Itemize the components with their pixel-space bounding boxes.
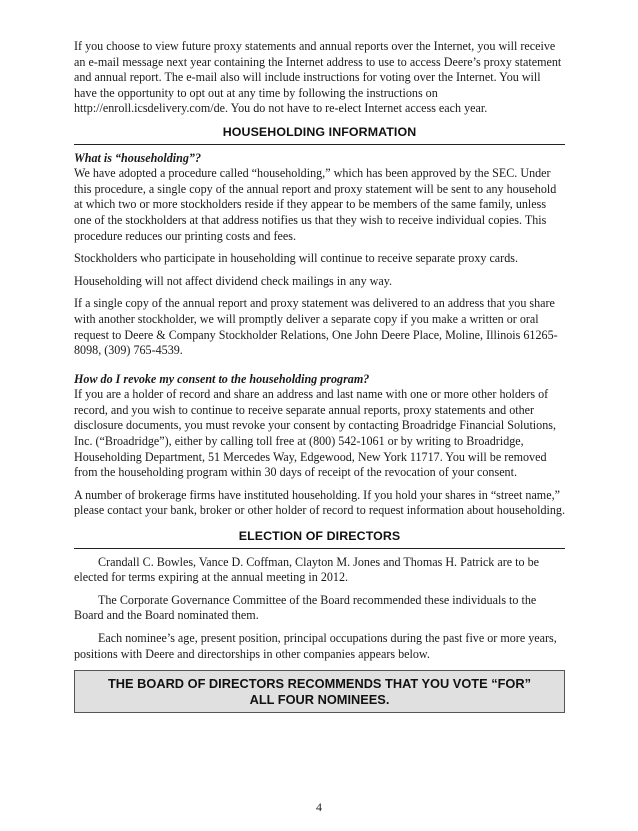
directors-paragraph-1: Crandall C. Bowles, Vance D. Coffman, Clayton M. Jones and Thomas H. Patrick are to be elected for terms expiring at the annual meeting in 2012. [74,554,540,585]
recommendation-line-2: ALL FOUR NOMINEES. [249,692,390,708]
householding-paragraph-5: If you are a holder of record and share an address and last name with one or more other holders of record, and you wish to continue to receive separate annual reports, proxy statements and other disclosure documents, you must revoke your consent by contacting Broadridge Financial Solutions, Inc. (“Broadridge”), either by calling toll free at (800) 542-1061 or by writing to Broadridge, Householding Department, 51 Mercedes Way, Edgewood, New York 11717. You will be removed from the householding program within 30 days of receipt of the revocation of your consent. [74,387,556,480]
householding-paragraph-2: Stockholders who participate in householding will continue to receive separate proxy cards. [74,251,518,266]
intro-paragraph: If you choose to view future proxy statements and annual reports over the Internet, you will receive an e-mail message next year containing the Internet address to use to access Deere’s proxy statement and annual report. The e-mail also will include instructions for voting over the Internet. You will have the opportunity to opt out at any time by following the instructions on http://enroll.icsdelivery.com/de. You do not have to re-elect Internet access each year. [74,39,562,116]
householding-heading: HOUSEHOLDING INFORMATION [74,125,565,145]
board-recommendation-box [74,670,565,713]
directors-heading: ELECTION OF DIRECTORS [74,529,565,549]
recommendation-line-1: THE BOARD OF DIRECTORS RECOMMENDS THAT YOU VOTE “FOR” [107,676,532,692]
householding-paragraph-6: A number of brokerage firms have instituted householding. If you hold your shares in “street name,” please contact your bank, broker or other holder of record to request information about householding. [74,487,565,518]
directors-paragraph-2: The Corporate Governance Committee of the Board recommended these individuals to the Board and the Board nominated them. [74,592,537,623]
householding-paragraph-1: We have adopted a procedure called “householding,” which has been approved by the SEC. Under this procedure, a single copy of the annual report and proxy statement will be sent to any household at which two or more stockholders reside if they appear to be members of the same family, unless one of the stockholders at that address notifies us that they wish to receive individual copies. This procedure reduces our printing costs and fees. [74,166,557,243]
householding-question-1: What is “householding”? [74,150,202,165]
householding-question-2: How do I revoke my consent to the householding program? [74,371,370,386]
householding-paragraph-4: If a single copy of the annual report and proxy statement was delivered to an address that you share with another stockholder, we will promptly deliver a separate copy if you make a written or oral request to Deere & Company Stockholder Relations, One John Deere Place, Moline, Illinois 61265-8098, (309) 765-4539. [74,296,558,358]
householding-paragraph-3: Householding will not affect dividend check mailings in any way. [74,273,393,288]
page-number: 4 [316,800,322,814]
directors-paragraph-3: Each nominee’s age, present position, principal occupations during the past five or more years, positions with Deere and directorships in other companies appears below. [74,631,557,661]
document-page [74,39,565,713]
